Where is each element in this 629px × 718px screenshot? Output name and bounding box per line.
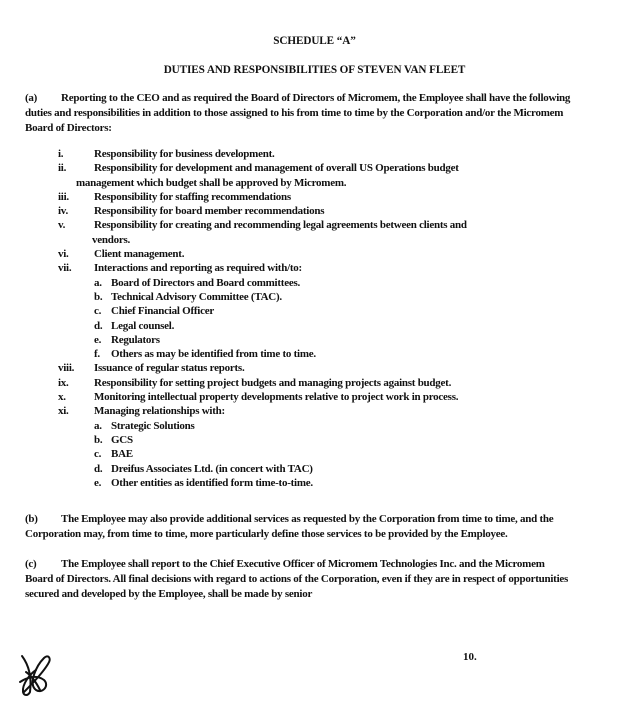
sub-item-letter: e. [94, 476, 102, 489]
paragraph-c-text: The Employee shall report to the Chief Executive Officer of Micromem Technologies Inc. and the Micromem Board of Directors. All final decisions with regard to actions of the Corporation, even if they are in respect of opportunities secured and developed by the Employee, shall be made by senior [25, 558, 569, 600]
sub-item-text: Technical Advisory Committee (TAC). [111, 290, 282, 303]
paragraph-c-label: (c) [25, 558, 37, 570]
list-item [58, 204, 598, 218]
list-item [58, 190, 598, 204]
item-number: vi. [58, 248, 69, 261]
item-number: ii. [58, 162, 67, 175]
sub-item [58, 419, 598, 433]
list-item [58, 218, 598, 232]
paragraph-a [25, 91, 575, 136]
item-text: Monitoring intellectual property developments relative to project work in process. [94, 391, 459, 404]
list-item [58, 390, 598, 404]
sub-item-text: Dreifus Associates Ltd. (in concert with TAC) [111, 462, 313, 475]
item-text: Responsibility for development and management of overall US Operations budget [94, 162, 459, 175]
item-text: Responsibility for business development. [94, 148, 275, 160]
sub-item-text: Chief Financial Officer [111, 305, 215, 318]
sub-item [58, 304, 598, 318]
item-text: Interactions and reporting as required with/to: [94, 262, 302, 275]
list-item [58, 147, 598, 161]
list-item [58, 261, 598, 275]
paragraph-a-text: Reporting to the CEO and as required the Board of Directors of Micromem, the Employee shall have the following duties and responsibilities in addition to those assigned to his from time to time by the Corporation and/or the Micromem Board of Directors: [25, 92, 571, 134]
item-number: i. [58, 148, 64, 160]
sub-item-letter: d. [94, 319, 103, 332]
item-text: Client management. [94, 248, 185, 261]
sub-item-letter: f. [94, 348, 100, 361]
sub-item [58, 462, 598, 476]
sub-item-text: Board of Directors and Board committees. [111, 276, 300, 289]
sub-item-letter: c. [94, 305, 102, 318]
paragraph-b-text: The Employee may also provide additional services as requested by the Corporation from time to time, and the Corporation may, from time to time, more particularly define those services to be provided by the Employee. [25, 513, 554, 540]
initials-signature [14, 652, 58, 698]
sub-item-letter: b. [94, 290, 103, 303]
item-text: Responsibility for staffing recommendations [94, 190, 291, 203]
sub-item [58, 347, 598, 361]
item-text: management which budget shall be approved by Micromem. [76, 176, 347, 189]
list-item [58, 404, 598, 418]
sub-item [58, 447, 598, 461]
paragraph-a-label: (a) [25, 92, 38, 104]
sub-item-text: GCS [111, 433, 133, 446]
sub-item-letter: a. [94, 276, 102, 289]
item-text: Responsibility for board member recommendations [94, 205, 325, 218]
sub-item-text: Legal counsel. [111, 319, 175, 332]
sub-item [58, 476, 598, 490]
item-text: Managing relationships with: [94, 405, 225, 418]
list-item-continuation [58, 233, 598, 247]
paragraph-b [25, 512, 575, 542]
list-item [58, 361, 598, 375]
item-number: vii. [58, 262, 72, 275]
item-number: viii. [58, 362, 75, 375]
sub-item-letter: e. [94, 333, 102, 346]
sub-item [58, 319, 598, 333]
sub-item-letter: c. [94, 448, 102, 461]
item-number: iii. [58, 190, 69, 203]
item-text: Responsibility for creating and recommending legal agreements between clients and [94, 219, 467, 232]
list-item [58, 247, 598, 261]
list-item [58, 376, 598, 390]
paragraph-b-label: (b) [25, 513, 38, 525]
item-number: ix. [58, 376, 69, 389]
duties-list [58, 147, 598, 490]
item-text: Responsibility for setting project budgets and managing projects against budget. [94, 376, 452, 389]
sub-item [58, 333, 598, 347]
sub-item-text: Other entities as identified form time-to-time. [111, 476, 313, 489]
schedule-title: SCHEDULE “A” [273, 35, 356, 47]
item-number: xi. [58, 405, 69, 418]
sub-item-letter: b. [94, 433, 103, 446]
page-number: 10. [463, 651, 477, 663]
sub-item [58, 433, 598, 447]
sub-item-text: Strategic Solutions [111, 419, 195, 432]
item-text: vendors. [92, 233, 131, 246]
sub-item-letter: d. [94, 462, 103, 475]
schedule-subtitle: DUTIES AND RESPONSIBILITIES OF STEVEN VAN FLEET [163, 64, 466, 76]
sub-item-text: Others as may be identified from time to time. [111, 348, 316, 361]
item-text: Issuance of regular status reports. [94, 362, 245, 375]
sub-item [58, 276, 598, 290]
sub-item-text: Regulators [111, 333, 160, 346]
item-number: v. [58, 219, 66, 232]
list-item-continuation [58, 176, 598, 190]
sub-item-text: BAE [111, 448, 133, 461]
paragraph-c [25, 557, 575, 602]
sub-item-letter: a. [94, 419, 102, 432]
sub-item [58, 290, 598, 304]
item-number: x. [58, 391, 66, 404]
list-item [58, 161, 598, 175]
item-number: iv. [58, 205, 68, 218]
